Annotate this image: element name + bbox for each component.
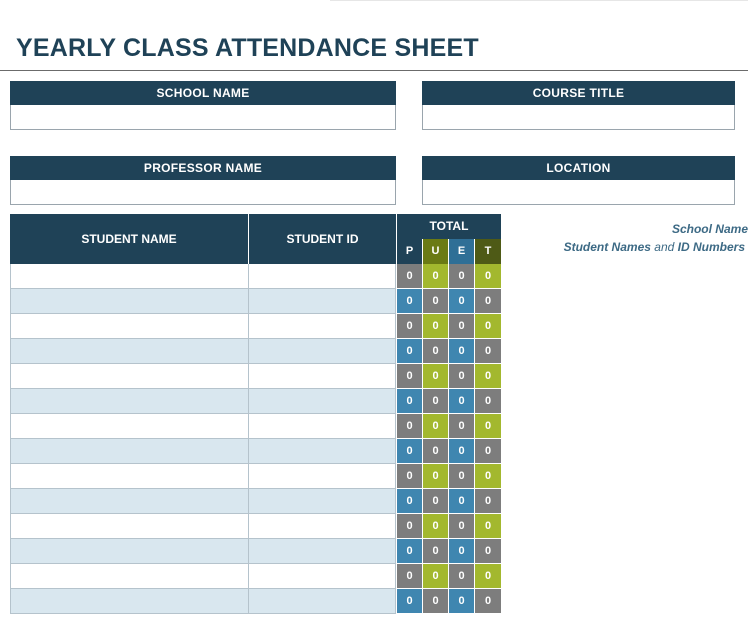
u-count-cell: 0 bbox=[422, 439, 448, 464]
e-count-cell: 0 bbox=[448, 289, 474, 314]
u-count-cell: 0 bbox=[422, 514, 448, 539]
e-count-cell: 0 bbox=[448, 464, 474, 489]
t-count-cell: 0 bbox=[474, 564, 501, 589]
student-id-cell[interactable] bbox=[249, 464, 396, 489]
e-count-cell: 0 bbox=[448, 339, 474, 364]
attendance-table bbox=[10, 214, 501, 614]
student-name-cell[interactable] bbox=[10, 589, 249, 614]
location-field bbox=[422, 156, 735, 205]
t-count-cell: 0 bbox=[474, 314, 501, 339]
t-count-cell: 0 bbox=[474, 464, 501, 489]
table-row bbox=[10, 439, 501, 464]
student-id-cell[interactable] bbox=[249, 364, 396, 389]
student-name-cell[interactable] bbox=[10, 539, 249, 564]
note-id-numbers: ID Numbers bbox=[677, 240, 745, 254]
p-count-cell: 0 bbox=[396, 289, 422, 314]
e-count-cell: 0 bbox=[448, 364, 474, 389]
p-count-cell: 0 bbox=[396, 439, 422, 464]
t-header: T bbox=[474, 239, 501, 264]
student-id-cell[interactable] bbox=[249, 264, 396, 289]
note-and: and bbox=[654, 240, 675, 254]
table-header bbox=[10, 214, 501, 264]
p-count-cell: 0 bbox=[396, 589, 422, 614]
student-name-cell[interactable] bbox=[10, 264, 249, 289]
u-count-cell: 0 bbox=[422, 339, 448, 364]
student-name-cell[interactable] bbox=[10, 414, 249, 439]
t-count-cell: 0 bbox=[474, 339, 501, 364]
table-body bbox=[10, 264, 501, 614]
note-student-ids bbox=[564, 240, 745, 254]
course-title-input[interactable] bbox=[422, 105, 735, 130]
e-count-cell: 0 bbox=[448, 314, 474, 339]
p-count-cell: 0 bbox=[396, 364, 422, 389]
table-row bbox=[10, 339, 501, 364]
p-count-cell: 0 bbox=[396, 314, 422, 339]
u-count-cell: 0 bbox=[422, 539, 448, 564]
e-count-cell: 0 bbox=[448, 439, 474, 464]
student-id-cell[interactable] bbox=[249, 439, 396, 464]
t-count-cell: 0 bbox=[474, 264, 501, 289]
p-count-cell: 0 bbox=[396, 514, 422, 539]
table-row bbox=[10, 514, 501, 539]
table-row bbox=[10, 389, 501, 414]
t-count-cell: 0 bbox=[474, 289, 501, 314]
student-id-cell[interactable] bbox=[249, 589, 396, 614]
student-name-cell[interactable] bbox=[10, 314, 249, 339]
u-count-cell: 0 bbox=[422, 264, 448, 289]
location-input[interactable] bbox=[422, 180, 735, 205]
e-count-cell: 0 bbox=[448, 414, 474, 439]
p-count-cell: 0 bbox=[396, 389, 422, 414]
title-divider bbox=[0, 70, 748, 71]
u-count-cell: 0 bbox=[422, 589, 448, 614]
u-count-cell: 0 bbox=[422, 464, 448, 489]
p-count-cell: 0 bbox=[396, 489, 422, 514]
professor-name-label: PROFESSOR NAME bbox=[10, 156, 396, 180]
note-school-name: School Name bbox=[671, 222, 748, 236]
student-id-cell[interactable] bbox=[249, 514, 396, 539]
student-id-cell[interactable] bbox=[249, 489, 396, 514]
u-count-cell: 0 bbox=[422, 489, 448, 514]
p-header: P bbox=[396, 239, 422, 264]
p-count-cell: 0 bbox=[396, 339, 422, 364]
t-count-cell: 0 bbox=[474, 364, 501, 389]
table-row bbox=[10, 464, 501, 489]
t-count-cell: 0 bbox=[474, 539, 501, 564]
professor-name-field bbox=[10, 156, 396, 205]
e-count-cell: 0 bbox=[448, 264, 474, 289]
u-count-cell: 0 bbox=[422, 364, 448, 389]
page-title: YEARLY CLASS ATTENDANCE SHEET bbox=[16, 34, 479, 62]
t-count-cell: 0 bbox=[474, 489, 501, 514]
school-name-field bbox=[10, 81, 396, 130]
table-row bbox=[10, 589, 501, 614]
e-header: E bbox=[448, 239, 474, 264]
e-count-cell: 0 bbox=[448, 489, 474, 514]
location-label: LOCATION bbox=[422, 156, 735, 180]
table-row bbox=[10, 314, 501, 339]
student-id-cell[interactable] bbox=[249, 314, 396, 339]
t-count-cell: 0 bbox=[474, 514, 501, 539]
e-count-cell: 0 bbox=[448, 389, 474, 414]
p-count-cell: 0 bbox=[396, 539, 422, 564]
student-id-header: STUDENT ID bbox=[249, 214, 396, 264]
course-title-field bbox=[422, 81, 735, 130]
student-name-cell[interactable] bbox=[10, 514, 249, 539]
school-name-input[interactable] bbox=[10, 105, 396, 130]
u-count-cell: 0 bbox=[422, 314, 448, 339]
course-title-label: COURSE TITLE bbox=[422, 81, 735, 105]
table-row bbox=[10, 289, 501, 314]
student-name-cell[interactable] bbox=[10, 289, 249, 314]
total-header: TOTAL bbox=[396, 214, 501, 239]
table-row bbox=[10, 414, 501, 439]
t-count-cell: 0 bbox=[474, 589, 501, 614]
table-row bbox=[10, 489, 501, 514]
e-count-cell: 0 bbox=[448, 539, 474, 564]
u-header: U bbox=[422, 239, 448, 264]
u-count-cell: 0 bbox=[422, 289, 448, 314]
student-id-cell[interactable] bbox=[249, 389, 396, 414]
professor-name-input[interactable] bbox=[10, 180, 396, 205]
student-name-cell[interactable] bbox=[10, 464, 249, 489]
table-row bbox=[10, 564, 501, 589]
e-count-cell: 0 bbox=[448, 589, 474, 614]
note-student-names: Student Names bbox=[563, 240, 651, 254]
t-count-cell: 0 bbox=[474, 414, 501, 439]
student-name-cell[interactable] bbox=[10, 564, 249, 589]
p-count-cell: 0 bbox=[396, 564, 422, 589]
student-name-cell[interactable] bbox=[10, 389, 249, 414]
student-name-cell[interactable] bbox=[10, 489, 249, 514]
student-id-cell[interactable] bbox=[249, 414, 396, 439]
top-border-line bbox=[330, 0, 748, 1]
student-name-header: STUDENT NAME bbox=[10, 214, 249, 264]
table-row bbox=[10, 539, 501, 564]
student-name-cell[interactable] bbox=[10, 364, 249, 389]
student-id-cell[interactable] bbox=[249, 289, 396, 314]
student-id-cell[interactable] bbox=[249, 339, 396, 364]
p-count-cell: 0 bbox=[396, 464, 422, 489]
t-count-cell: 0 bbox=[474, 389, 501, 414]
table-row bbox=[10, 364, 501, 389]
e-count-cell: 0 bbox=[448, 564, 474, 589]
e-count-cell: 0 bbox=[448, 514, 474, 539]
student-id-cell[interactable] bbox=[249, 539, 396, 564]
student-name-cell[interactable] bbox=[10, 339, 249, 364]
u-count-cell: 0 bbox=[422, 414, 448, 439]
u-count-cell: 0 bbox=[422, 389, 448, 414]
p-count-cell: 0 bbox=[396, 264, 422, 289]
school-name-label: SCHOOL NAME bbox=[10, 81, 396, 105]
u-count-cell: 0 bbox=[422, 564, 448, 589]
table-row bbox=[10, 264, 501, 289]
t-count-cell: 0 bbox=[474, 439, 501, 464]
p-count-cell: 0 bbox=[396, 414, 422, 439]
student-name-cell[interactable] bbox=[10, 439, 249, 464]
student-id-cell[interactable] bbox=[249, 564, 396, 589]
